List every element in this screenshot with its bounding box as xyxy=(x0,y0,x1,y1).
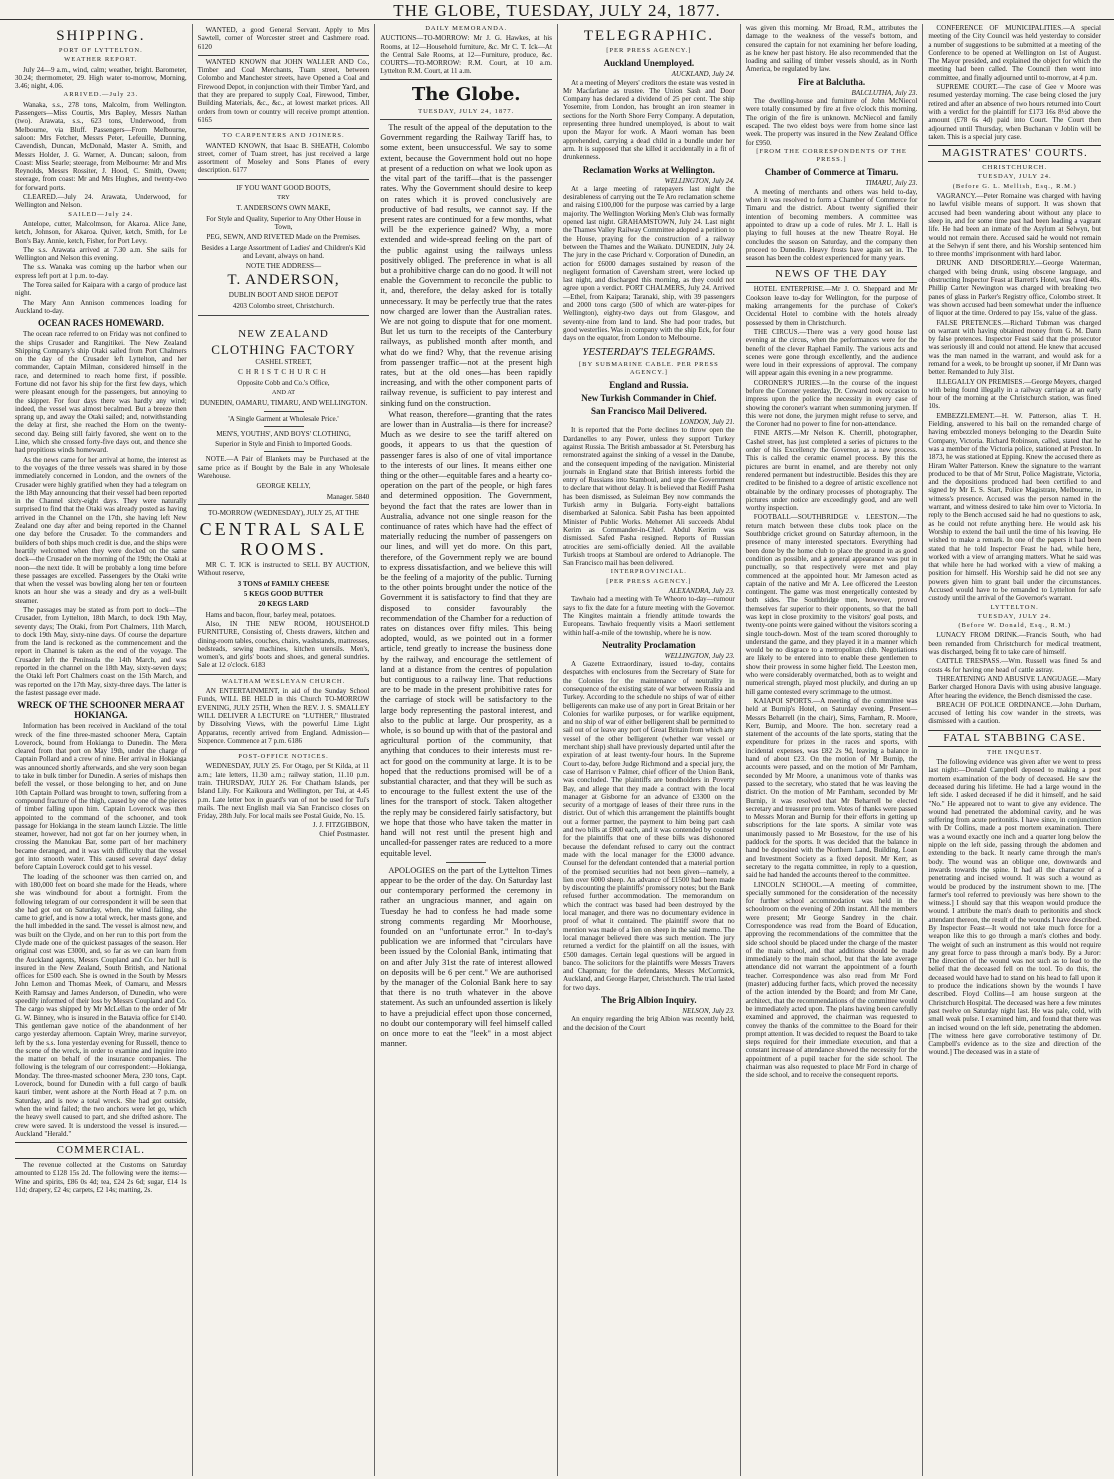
news-lincoln-school: LINCOLN SCHOOL.—A meeting of committee, specially summoned for the consideration of the necessity for further school accommodation was held in the schoolroom on the evening of 20th instant. All the members were present; Mr George Sandrey in the chair. Correspondence was read from the Board of Education, approving the recommendations of the committee that the side school should be placed under the charge of the master of the main school, and that additions should be made immediately to the main school, but that the late average attendance did not warrant the appointment of a fourth teacher. Correspondence was also read from Mr Ford (master) adducing further facts, which proved the necessity of the action intended by the Board; and from Mr Cane, architect, that the recommendations of the committee would be immediately acted upon. The plans having been carefully examined and approved, the chairman was requested to convey the thanks of the committee to the Board for their prompt attention. It was decided to request the Board to take steps required for their immediate execution, and that a constant increase of attendance showed the necessity for the appointment of a pupil teacher for the side school. The chairman was also requested to place Mr Ford in charge of the side school, and to receive the consequent reports. xyxy=(745,880,918,1080)
wreck-p2: The loading of the schooner was then carried on, and with 180,000 feet on board she made for the Heads, where she was windbound for about a fortnight. From the following telegram of our correspondent it will be seen that she had got out on Saturday, when, the wind failing, she came to grief, and is now a total wreck, her masts gone, and the hull imbedded in the sand. The vessel is almost new, and was built on the Clyde, and on her run to this port from the Clyde made one of the quickest passages of the season. Her original cost was £3000, and, so far as we can learn from the Auckland agents, Messrs Coupland and Co. her hull is insured in the New Zealand, South British, and National offices for £500 each. She is owned in the South by Messrs John Lemon and Thomas Meek, of Oamaru, and Messrs Keith Ramsay and James Anderson, of Dunedin, who were speedily informed of their loss by Messrs Coupland and Co. The cargo was shipped by Mr McLellan to the order of Mr G. W. Binney, who is insured in the Batavia office for £140. This gentleman gave notice of the abandonment of her cargo yesterday afternoon. Captain Wrey, marine surveyor, left by the s.s. Iona yesterday evening for Russell, thence to the scene of the wreck, in order to examine and inquire into the matter on behalf of the insurance companies. The following is the telegram of our correspondent:—Hokianga, Monday. The three-masted schooner Mera, 230 tons, Capt. Loverock, bound for Dunedin with a full cargo of baulk kauri timber, went ashore at the North Head at 7 p.m. on Saturday, and is now a total wreck. She had got outside, when the wind failed; the two anchors were let go, which the heavy swell caused to part, and she drifted ashore. The crew were saved. It is understood the vessel is insured.—Auckland "Herald." xyxy=(15,872,187,1138)
news-of-the-day-heading: NEWS OF THE DAY xyxy=(746,266,918,283)
column-6 xyxy=(923,24,1106,1476)
memoranda-heading: DAILY MEMORANDA. xyxy=(425,25,508,32)
ad-line: For Style and Quality, Superior to Any Other House in Town, xyxy=(206,214,361,231)
divider xyxy=(264,411,304,412)
ad-text: WEDNESDAY, JULY 25. For Otago, per St Kilda, at 11 a.m.; late letters, 11.30 a.m.; railway station, 11.10 p.m. train. THURSDAY, JULY 26. For Chatham Islands, per Island Lily. For Kaikoura and Wellington, per Tui, at 4.45 p.m. Late letter box in guard's van of not be used for Tui's mails. The next English mail via San Francisco closes on Friday, 28th July. For local mails see Postal Guide, No. 15. xyxy=(197,762,370,821)
auckland-date: AUCKLAND, July 24. xyxy=(671,70,735,79)
ad-line: J. J. FITZGIBBON, xyxy=(312,821,370,830)
ad-text: NOTE.—A Pair of Blankets may be Purchased at the same price as if Bought by the Bale in any Wholesale Warehouse. xyxy=(197,455,370,480)
london-date: LONDON, July 21. xyxy=(679,418,735,427)
fire-text: The dwelling-house and furniture of John McNiecol were totally consumed by fire at five o'clock this morning. The origin of the fire is unknown. McNiecol and family escaped. The two eldest boys were from home since last week. The property was insured in the New Zealand Office for £950. xyxy=(745,97,918,147)
ad-clothing-factory xyxy=(198,316,370,505)
christchurch-date: TUESDAY, JULY 24. xyxy=(977,173,1052,181)
ad-line: Superior in Style and Finish to Imported Goods. xyxy=(215,440,352,449)
ad-line: T. ANDERSON'S OWN MAKE, xyxy=(236,204,331,213)
ad-line: 20 KEGS LARD xyxy=(258,600,309,609)
ad-general-servant xyxy=(198,24,370,56)
ad-name: T. ANDERSON, xyxy=(227,272,340,289)
shipping-note-4: The Mary Ann Annison commences loading for Auckland to-day. xyxy=(15,298,187,315)
neutrality-text: A Gazette Extraordinary, issued to-day, contains despatches with enclosures from the Secretary of State for the Colonies for the maintenance of neutrality in consequence of the existing state of war between Russia and Turkey. According to the schedule no ships of war of either belligerents can make use of any port in Great Britain or her Colonies for warlike purposes, or for warlike equipment, and no ship of war of either belligerent shall be permitted to sail out of or leave any port of Great Britain from which any vessel of the other belligerent (whether war vessel or merchant ship) shall have previously departed until after the expiration of at least twenty-four hours. In the Supreme Court to-day, before Judge Richmond and a special jury, the case of Harrison v Palmer, chief officer of the Union Bank, was concluded. The plaintiffs are bondholders in Poverty Bay, and allege that they made a contract with the local manager at Gisborne for an advance of £3300 on the security of a mortgage of leases of their three runs in the district. Out of which this arrangement the plaintiffs bought out a former partner, the payment to him being part cash and two bills at £800 each, and it was contended by counsel for the plaintiffs that one of these bills was dishonored because the defendant refused to carry out the contract made with the local manager for the £3000 advance. Counsel for the defendant contended that a material portion of the promised securities had not been given—namely, a lien over 6000 sheep. An advance of £1500 had been made by discounting the plaintiffs' promissory notes; but the Bank refused further accommodation. The memorandum on which the contract was based had been destroyed by the local manager, and there was no documentary evidence in proof of what it contained. The plaintiff swore that no mention was made of a lien on sheep in the said memo. The local manager believed there was such mention. The jury returned a verdict for the plaintiff on all the issues, with £500 damages. Certain legal questions will be argued in banco. The solicitors for the plaintiffs were Messrs Travers and Chapman; for the defendants, Messrs McCormick, Auckland, and George Harper, Christchurch. The trial lasted for two days. xyxy=(563,660,735,992)
lyttelton-before: (Before W. Donald, Esq., R.M.) xyxy=(958,622,1072,630)
ad-heading: TO CARPENTERS AND JOINERS. xyxy=(222,132,345,140)
ad-anderson-boots xyxy=(198,180,370,316)
news-football: FOOTBALL—SOUTHBRIDGE v. LEESTON.—The return match between these clubs took place on the Southbridge cricket ground on Saturday afternoon, in the presence of many interested spectators. Everything had been done by the home club to place the ground in as good condition as possible, and a general appearance was put in punctually, so that respectively were met and play commenced at the appointed hour. Mr Jameson acted as captain of the native and Mr A. Lee officered the Leeston contingent. The game was most energetically contested by both sides. The Southbridge men, however, proved themselves far superior to their opponents, so that the ball was kept in close proximity to the visitors' goal posts, and twenty-one points were gained without the visitors scoring a single touch-down. Most of the team scored thoroughly to understand the game, and they played it in a manner which would be no disgrace to a metropolitan club. Negotiations are likely to be entered into to enable these gentlemen to show their prowess in some higher field. The Leeston men, who were considerably overmatched, both as to weight and numerical strength, played most pluckily, and during an up hill game contested every scrimmage to the utmost. xyxy=(745,513,918,696)
ad-post-office xyxy=(198,750,370,841)
reclamation-date: WELLINGTON, July 24. xyxy=(664,176,735,185)
editorial-date: TUESDAY, JULY 24, 1877. xyxy=(418,107,515,115)
christchurch-before: (Before G. L. Mellish, Esq., R.M.) xyxy=(952,182,1077,190)
ad-carpenters xyxy=(198,129,370,179)
ad-line: AND AT xyxy=(271,388,296,396)
port-heading: PORT OF LYTTELTON. xyxy=(58,47,143,54)
ad-text: WANTED KNOWN that JOHN WALLER AND Co., Timber and Coal Merchants, Tuam street, between Colombo and Manchester streets, have Opened a Coal and Firewood Depot, in conjunction with their Timber Yard, and that they are prepared to supply Coal, Firewood, Timber, Building Materials, &c., &c., at lowest market prices. All orders from town or country will receive prompt attention. 6165 xyxy=(197,57,370,124)
ad-text: Hams and bacon, flour, barley meal, potatoes. xyxy=(205,610,336,619)
ad-line: PEG, SEWN, AND RIVETED Made on the Premises. xyxy=(206,233,361,242)
divider xyxy=(264,451,304,452)
auckland-heading: Auckland Unemployed. xyxy=(603,58,695,69)
ad-line: 'A Single Garment at Wholesale Price.' xyxy=(228,414,339,423)
ad-text: MR C. T. ICK is instructed to SELL BY AUCTION, Without reserve, xyxy=(197,561,370,578)
chamber-date: TIMARU, July 23. xyxy=(865,179,918,188)
columns xyxy=(10,24,1106,1476)
ad-central-sale-rooms xyxy=(198,505,370,675)
chamber-text: A meeting of merchants and others was held to-day, when it was resolved to form a Chamber of Commerce for Timaru and the district. About twenty signified their intention of becoming members. A committee was appointed to draw up a code of rules. Mr J. L. Hall is playing to full houses at the new Theatre Royal. He concludes the season on Saturday, and the company then proceed to Dunedin. Heavy frosts have again set in. The season has been the coldest experienced for many years. xyxy=(745,187,918,263)
mag-false-pretences: FALSE PRETENCES.—Richard Tubman was charged on warrant with having obtained money from G. M. Dann by false pretences. Inspector Feast said that the prosecutor was seriously ill and could not attend. He knew that accused was the man named in the warrant, and would ask for a remand for a week, to be brought up sooner, if Mr Dann was better. Remanded to July 31st. xyxy=(928,318,1102,377)
cleared-text: CLEARED.—July 24. Arawata, Underwood, for Wellington and Nelson. xyxy=(15,193,187,210)
news-fine-arts: FINE ARTS.—Mr Nelson K. Cherrill, photographer, Cashel street, has just completed a series of pictures to the order of his Excellency the Governor, as a new process. This is called the ceramic enamel process. By this the pictures are burnt in enamel, and are thereby not only rendered permanent but indestructible. Besides this they are credited to be finished to a degree of artistic excellence not obtainable by the ordinary processes of photography. The pictures under notice are exceedingly good, and are well worthy inspection. xyxy=(745,429,918,513)
ad-text: AN ENTERTAINMENT, in aid of the Sunday School Funds, WILL BE HELD in this Church TO-MORROW EVENING, JULY 25TH, When the REV. J. S. SMALLEY WILL DELIVER A LECTURE on "LUTHER," Illustrated by Dissolving Views, with the powerful Lime Light Apparatus, recently arrived from England. Admission—Sixpence. Commence at 7 p.m. 6186 xyxy=(197,687,370,745)
commercial-heading: COMMERCIAL. xyxy=(15,1142,187,1159)
alexandra-text: Tawhaio had a meeting with Te Wheoro to-day—rumour says to fix the date for a future meeting with the Governor. The Kingites maintain a friendly attitude towards the Europeans. Tawhaio frequently visits a Maori settlement within half-a-mile of the township, where he is now. xyxy=(563,595,735,637)
neutrality-date: WELLINGTON, July 23. xyxy=(664,651,735,660)
lytt-lunacy: LUNACY FROM DRINK.—Francis South, who had been remanded from Christchurch for medical treatment, was discharged, being fit to take care of himself. xyxy=(928,631,1102,657)
england-text: It is reported that the Porte declines to throw open the Dardanelles to any Power, unless they support Turkey against Russia. The British ambassador at St. Petersburg has remonstrated against the sinking of a vessel in the Danube, and the consequent impeding of the navigation. Ministerial journals in England state that British interests forbid the entry of Russians into Stamboul, and urge the Government to declare that without delay. It is believed that Rediff Pasha has been dismissed, as Suleiman Bey now commands the Turkish army in Bulgaria. Forty-eight battalions disembarked at Salonica. Sabit Pasha has been appointed Minister of Public Works. Mehemet Ali succeeds Abdul Kerim as Commander-in-Chief. Abdul Kerim was dismissed. Safed Pasha resigned. Reports of Russian atrocities are semi-officially denied. All the available Turkish troops at Stamboul are ordered to Adrianople. The San Francisco mail has been delivered. xyxy=(563,426,735,568)
commercial-text: The revenue collected at the Customs on Saturday amounted to £128 15s 2d. The following were the items:—Wine and spirits, £86 0s 4d; tea, £24 2s 6d; sugar, £14 1s 11d; drapery, £2 4s; carpets, £2 14s; matting, 2s. xyxy=(15,1161,187,1194)
chamber-heading: Chamber of Commerce at Timaru. xyxy=(764,167,899,178)
globe-title: The Globe. xyxy=(411,83,521,105)
auckland-text: At a meeting of Meyers' creditors the estate was vested in Mr Macfarlane as trustee. The Union Sash and Door Company has declared a dividend of 25 per cent. The ship Yosemite, from London, has brought an iron steamer in sections for the North Shore Ferry Company. A deputation, representing three hundred unemployed, is about to wait upon the Mayor for work. A Maori woman has been apprehended, carrying a dead child in a bundle under her arm. It is supposed that she killed it accidentally in a fit of drunkenness. xyxy=(563,78,735,162)
editorial-p2: What reason, therefore—granting that the rates are lower than in Australia—is there for increase? Much as we desire to see the tariff altered on goods, it appears to us that the question of passenger fares is also of one of vital importance to the interests of our lines. It means either one thing or the other—equitable fares and a hearty co-operation on the part of the people, or high fares and determined opposition. The Government, beyond the fact that the rates are lower than in Australia, advance not one single reason for the continuance of rates which have had the effect of materially reducing the number of passengers on our lines, and will yet do more. On this part, therefore, of the Government reply we are bound to express dissatisfaction, and we believe this will be the feeling of a majority of the public. Turning to the other points brought under the notice of the Government it is satisfactory to find that they are disposed to consider favourably the recommendation of the Chamber for a reduction of rates on distances over fifty miles. This being adopted, would, as we pointed out in a former article, tend greatly to increase the business done by the railway, and encourage the settlement of land at a distance from the centres of population but contiguous to a railway line. That reductions are to be made in the present prohibitive rates for the carriage of stock will be satisfactory to the large body representing the pastoral interest, and also to the public at large. Our prosperity, as a whole, is so bound up with that of the pastoral and agricultural portion of the community, that anything that conduces to their interests must re-act for good on the community at large. It is to be hoped that the reductions promised will be of a substantial character, and that they will be such as to encourage to the fullest extent the use of the lines for the transport of stock. Taken altogether the reply may be considered fairly satisfactory, but we hope that those who have taken the matter in hand will not rest until the present high and uncalled-for passenger rates are reduced to a more equitable level. xyxy=(380,409,553,858)
fire-date: BALCLUTHA, July 23. xyxy=(851,88,918,97)
lytt-cattle: CATTLE TRESPASS.—Wm. Russell was fined 5s and costs 4s for having one head of cattle astray. xyxy=(928,657,1102,674)
interprovincial-heading: INTERPROVINCIAL. xyxy=(610,568,687,576)
england-russia-heading: England and Russia. xyxy=(609,380,689,391)
ad-text: Also, IN THE NEW ROOM, HOUSEHOLD FURNITURE, Consisting of, Chests drawers, kitchen and dining-room tables, couches, chairs, washstands, mattresses, bedsteads, sewing machines, kitchen utensils. Men's, women's, and girls' boots and shoes, and general sundries. Sale at 12 o'clock. 6183 xyxy=(197,619,370,670)
brig-albion-date: NELSON, July 23. xyxy=(682,1006,735,1015)
turkish-commander-heading: New Turkish Commander in Chief. xyxy=(581,393,717,404)
submarine-cable-note: [BY SUBMARINE CABLE. PER PRESS AGENCY.] xyxy=(578,360,719,376)
shipping-heading: SHIPPING. xyxy=(56,28,146,44)
ad-line: CLOTHING FACTORY xyxy=(211,342,356,358)
telegraphic-heading: TELEGRAPHIC. xyxy=(583,28,714,44)
weather-heading: WEATHER REPORT. xyxy=(64,56,138,64)
ocean-races-p3: The passages may be stated as from port to dock—The Crusader, from Lyttelton, 18th March, to dock 19th May, seventy days; The Otaki, from Port Chalmers, 11th March, to dock 19th May, sixty-nine days. Of course the departure from the land is reckoned as the commencement and the report in Channel is taken as the end of the voyage. The Crusader left the Peninsula the 14th March, and was reported in the channel on the 18th May, sixty-seven days; the Otaki left Port Chalmers coast on the 15th March, and was reported on the 17th May, sixty-three days. The latter is the fastest passage ever made. xyxy=(15,606,187,697)
lyttelton-heading: LYTTELTON. xyxy=(990,603,1039,611)
column-4 xyxy=(558,24,741,1476)
yesterdays-telegrams-heading: YESTERDAY'S TELEGRAMS. xyxy=(582,345,716,358)
lytt-language: THREATENING AND ABUSIVE LANGUAGE.—Mary Barker charged Honora Davis with using abusive language. After hearing the evidence, the Bench dismissed the case. xyxy=(928,674,1102,700)
ad-line: TRY xyxy=(277,194,290,202)
sailed-text: Antelope, cutter, Malcolmson, for Akaroa. Alice Jane, ketch, Johnson, for Akaroa. Quiver, ketch, Smith, for Le Bon's Bay. Annie, ketch, Fisher, for Port Levy. xyxy=(15,219,187,245)
christchurch-heading: CHRISTCHURCH. xyxy=(982,164,1048,172)
ad-line: 4203 Colombo street, Christchurch. xyxy=(232,301,335,310)
mag-illegally-on-premises: ILLEGALLY ON PREMISES.—George Meyers, charged with being found illegally in a railway carriage at an early hour of the morning at the Christchurch station, was fined 10s. xyxy=(928,377,1102,411)
magistrates-courts-heading: MAGISTRATES' COURTS. xyxy=(928,145,1101,162)
ad-title: CENTRAL SALE ROOMS. xyxy=(199,519,368,560)
divider xyxy=(380,119,552,120)
memoranda-text: AUCTIONS—TO-MORROW: Mr J. G. Hawkes, at his Rooms, at 12—Household furniture, &c. Mr C. T. Ick—At the Central Sale Rooms, at 12—Furniture, produce, &c. COURTS—TO-MORROW: R.M. Court, at 10 a.m. Lyttelton R.M. Court, at 11 a.m. xyxy=(380,34,553,76)
fire-heading: Fire at Balclutha. xyxy=(797,76,866,87)
reclamation-text: At a large meeting of ratepayers last night the desirableness of carrying out the Te Aro reclamation scheme and raising £100,000 for the purpose was carried by a large majority. The Wellington Working Men's Club was formally opened last night. GRAHAMSTOWN, July 24. Last night the Thames Valley Railway Committee adopted a petition to the House, praying for the construction of a railway between the Thames and the Waikato. DUNEDIN, July 24. The jury in the case Prichard v. Corporation of Dunedin, an action for £6000 damages sustained by reason of the negligent formation of Caversham street, were locked up last night, and discharged this morning, as they could not agree upon a verdict. PORT CHALMERS, July 24. Arrived—Ethel, from Kaipara; Taranaki, ship, with 39 passengers and 2000 tons cargo (500 of which are water-pipes for Wellington), eighty-two days out from Glasgow, and seventy-nine from land to land. She had poor trades, but good westerlies. Was in company with the ship Eck, for four days on the equator, from London to Melbourne. xyxy=(563,184,735,343)
ad-line: TO-MORROW (WEDNESDAY), JULY 25, AT THE xyxy=(208,508,359,517)
neutrality-heading: Neutrality Proclamation xyxy=(602,639,696,650)
editorial-p3: APOLOGIES on the part of the Lyttelton Times appear to be the order of the day. On Saturday last our contemporary performed the ceremony in rather an ungracious manner, and again on Tuesday he had to confess he had made some strong comments regarding Mr Moorhouse, founded on an "unfortunate error." In to-day's publication we are informed that "circulars have been issued by the Colonial Bank, intimating that on and after July 31st the rate of interest allowed on deposits will be 6 per cent." We are authorised by the manager of the Colonial Bank here to say that there is no truth whatever in the above statement. As such an unfounded assertion is likely to have a prejudicial effect upon those concerned, no doubt our contemporary will feel himself called on once more to eat the "leek" in a most abject manner. xyxy=(380,865,553,1049)
mag-embezzlement: EMBEZZLEMENT.—H. W. Patterson, alias T. H. Fielding, answered to his bail on the remanded charge of having embezzled moneys belonging to the Deardin Suite Company, Victoria. Richard Robinson, called, stated that he was a member of the Victoria police, stationed at Preston. In 1873, he was stationed at Epping. Knew the accused there as Hiram Walter Patterson. Knew the signature to the warrant produced to be that of Mr Strut, Police Magistrate, Victoria, and the depositions produced had been certified to and signed by Mr E. S. Start, Police Magistrate, Melbourne, in witness's presence. Accused was the person named in the warrant, and witness desired to take him over to Victoria. In reply to the Bench accused said he had no questions to ask, as he could not refute anything here. He would ask his Worship to extend the bail until the time of his leaving. He wished to make a remark. In one of the papers it had been stated that he told Inspector Feast he had, while here, worked with a view of arranging matters. What he said was that while here he had worked with a view of making a position for himself. His Worship said he did not see any powers given him to grant bail under the circumstances. Accused would have to be remanded to Lyttelton for safe custody until the arrival of the Governor's warrant. xyxy=(928,411,1102,603)
column-3 xyxy=(375,24,558,1476)
ad-line: 3 TONS of FAMILY CHEESE xyxy=(237,579,330,588)
ad-heading: WALTHAM WESLEYAN CHURCH. xyxy=(221,677,346,685)
press-agency-note-2: [PER PRESS AGENCY.] xyxy=(606,577,692,585)
ad-waltham-wesleyan xyxy=(198,675,370,750)
divider xyxy=(380,79,552,80)
stabbing-text: The following evidence was given after we went to press last night:—Donald Campbell deposed to making a post mortem examination of the body of deceased. He saw the deceased during his lifetime. He had a large wound in the left side. I asked deceased if he did it himself, and he said "No." He appeared not to want to give any evidence. The wound had penetrated the abdominal cavity, and he was suffering from acute peritonitis. I have since, in conjunction with Dr Collins, made a post mortem examination. There was a wound exactly one inch and a quarter long below the nipple on the left side, passing through the abdomen and extending to the back. It nearly came through the man's body. The wound was an oblique one, downwards and inwards towards the spine. It had all the character of a penetrating and incised wound. It was such a wound as would be produced by the instrument shown to me. [The farmer's tool referred to previously was here shown to the witness.] I should say that this weapon would produce the wound. I attribute the man's death to peritonitis and shock attendant thereon, the result of the wounds I have described. By Inspector Feast—It would not take much force for a weapon like this to go through a man's clothes and body. The weight of such an instrument as this would not require any great force to pass through a man's body. By a Juror: The direction of the wound was not such as to lead to the belief that the deceased fell on the tool. To do this, the deceased would have had to stand on his head to fall upon it to produce the indications shown by the wounds I have described. Floyd Collins—I am house surgeon at the Christchurch Hospital. The deceased was here a few minutes past twelve on Saturday night last. He was pale, cold, with small weak pulse. I examined him, and found that there was an incised wound on the left side, penetrating the abdomen. [The witness here gave corroborative testimony of Dr. Campbell's evidence as to the size and direction of the wound.] The deceased was in a state of xyxy=(928,758,1102,1057)
ad-text: WANTED, a good General Servant. Apply to Mrs Sawtell, corner of Worcester street and Cashmere road. 6120 xyxy=(197,26,370,51)
ad-heading: POST-OFFICE NOTICES. xyxy=(238,753,329,761)
ad-line: CASHEL STREET, xyxy=(255,358,312,367)
ocean-races-heading: OCEAN RACES HOMEWARD. xyxy=(37,318,164,329)
column-5 xyxy=(741,24,924,1476)
ad-line: GEORGE KELLY, xyxy=(256,482,311,491)
wreck-p1: Information has been received in Auckland of the total wreck of the fine three-masted schooner Mera, Captain Loverock, bound from Hokianga to Dunedin. The Mera cleared from that port on May 19th, under the charge of Captain Pollard and a crew of nine. Her arrival in Hokianga was announced shortly afterwards, and she very soon began to take in bulk timber for Dunedin. A series of mishaps then befell the vessel, or those belonging to her, and on June 10th Captain Pollard was brought to town, suffering from a compound fracture of the thigh, caused by one of the pieces of timber falling upon him. Captain Loverock was then appointed to the command of the schooner, and took passage for Hokianga in the steam launch Lizzie. The little steamer, however, had not got far on her journey when, in crossing the Manukau Bar, some part of her machinery became deranged, and it was with difficulty that the vessel got into smooth water. This caused several days' delay before Captain Loverock could get to his vessel. xyxy=(15,722,187,872)
sailed-heading: SAILED—July 24. xyxy=(68,210,134,218)
ad-text: WANTED KNOWN, that Isaac B. SHEATH, Colombo street, corner of Tuam street, has just received a large assortment of Moseley and Sons Planes of every description. 6177 xyxy=(197,141,370,175)
brig-albion-heading: The Brig Albion Inquiry. xyxy=(601,994,697,1005)
mag-vagrancy: VAGRANCY.—Peter Romaine was charged with having no lawful visible means of support. It was shown that accused had been wandering about without any place to sleep in, and for some time past had been leading a vagrant life. He had been an inmate of the Asylum at Selwyn, but would not remain there. Accused said he would not remain at the Selwyn if sent there, and his Worship sentenced him to three months' imprisonment with hard labor. xyxy=(928,192,1102,259)
mag-drunk: DRUNK AND DISORDERLY.—George Waterman, charged with being drunk, using obscene language, and obstructing Inspector Feast at Barrett's Hotel, was fined 40s. Phillip Carter Newington was charged with breaking two panes of glass in Parker's Registry office, Colombo street. It was shown accused had been somewhat under the influence of liquor at the time. Ordered to pay 15s, value of the glass. xyxy=(928,259,1102,318)
ad-line: MEN'S, YOUTHS', AND BOYS' CLOTHING, xyxy=(216,429,351,438)
editorial-p1: The result of the appeal of the deputation to the Government regarding the Railway Tariff has, to some extent, been unsuccessful. We say to some extent, because the Government hold out no hope at present of a reduction on what we look upon as the vital part of the tariff—that is the passenger rates. Why the Government should desire to keep on rates which it is proved conclusively are productive of bad results, we cannot say. If the present rates are continued for a few months, what will be the experience gained? Why, a more extended and wide-spread feeling on the part of the public against using the railways unless positively obliged. The preference in what is all but a prohibitive charge can do no good. It will not enable the Government to reconcile the public to it, and, therefore, the delay asked for is totally unnecessary. It may be perfectly true that the rates now charged are lower than the Australian rates. We are not going to dispute that for one moment. But let us turn to the receipts of the Canterbury railways, as published month after month, and what do we find? Why, that the revenue arising from passenger traffic—not at the present high rates, but at the old ones—has been rapidly increasing, and with the other component parts of railway revenue, is sufficient to pay interest and sinking fund on the construction. xyxy=(380,123,553,408)
wreck-heading: WRECK OF THE SCHOONER MERA AT HOKIANGA. xyxy=(17,700,185,721)
news-circus: THE CIRCUS.—There was a very good house last evening at the circus, when the performances were for the benefit of the clever Raphael Family. The various acts and scenes were gone through excellently, and the audience were loud in their expressions of approval. The company will appear again this evening in a new programme. xyxy=(745,327,918,378)
ad-john-waller xyxy=(198,56,370,129)
ad-line: CHRISTCHURCH xyxy=(238,368,329,377)
ad-line: IF YOU WANT GOOD BOOTS, xyxy=(236,183,331,192)
news-coroners-juries: CORONER'S JURIES.—In the course of the inquest before the Coroner yesterday, Dr. Coward took occasion to impress upon the police the necessity in every case of showing the coroner's warrant when summoning jurymen. If this were not done, the jurymen might refuse to serve, and the Coroner had no power to fine for non-attendance. xyxy=(745,378,918,429)
ocean-races-p1: The ocean race referred to on Friday was not confined to the ships Crusader and Rangitikei. The New Zealand Shipping Company's ship Otaki sailed from Port Chalmers on the day of the Crusader left Lyttelton, and her commander, Captain Milman, considered himself in the race, and determined to reach home first, if possible. Fortune did not favor his ship for the first few days, which were pleasant enough for the passengers, but annoying to the skipper. For four days there was hardly any wind; indeed, the vessel was almost becalmed. But a breeze then sprang up, and away the Otaki sailed; and, notwithstanding the delay at first, she reached the Horn on the twenty-second day. Being still fairly favored, she went on to the Line, which she crossed forty-five days out, and thence she had propitious winds homeward. xyxy=(15,330,187,455)
ad-line: NEW ZEALAND xyxy=(238,328,329,341)
news-hotel: HOTEL ENTERPRISE.—Mr J. O. Sheppard and Mr Cookson leave to-day for Wellington, for the purpose of making arrangements for the purchase of Coker's Occidental Hotel to combine with the hotels already possessed by them in Christchurch. xyxy=(745,285,918,327)
brig-albion-text: An enquiry regarding the brig Albion was recently held, and the decision of the Court xyxy=(563,1015,735,1032)
ad-line: Manager. 5840 xyxy=(326,492,370,501)
arrived-heading: ARRIVED.—July 23. xyxy=(63,91,139,99)
news-kaiapoi-sports: KAIAPOI SPORTS.—A meeting of the committee was held at Burnip's Hotel, on Saturday evening. Present—Messrs Beharrell (in the chair), Sims, Farnham, R. Moore, Kerr, Burnip, and Moore. The hon. secretary read a statement of the accounts of the late sports, stating that the expenditure for prizes in the races and sports, with incidental expenses, was £82 2s 9d, leaving a balance in hand of about £23. On the motion of Mr Burnip, the accounts were passed, and on the motion of Mr Parnham, seconded by Mr Moore, a unanimous vote of thanks was passed to the secretary, who stated that he was leaving the district. On the motion of Mr Parnham, seconded by Mr Burnip, it was resolved that Mr Beharrell be elected secretary and treasurer pro tem. Votes of thanks were passed to Messrs Moran and Burnip for their efforts in getting up subscriptions for the late sports. A similar vote was unanimously passed to Mr Bosestow, for the use of his paddock for the sports. It was decided that the balance in hand be deposited with the Northern Land, Building, Loan and Investment Society as a fixed deposit. Mr Kerr, as secretary to the regatta committee, in reply to a question, said he had handed the accounts thereof to the committee. xyxy=(745,696,918,880)
alexandra-date: ALEXANDRA, July 23. xyxy=(668,587,735,596)
conference-municipalities: CONFERENCE OF MUNICIPALITIES.—A special meeting of the City Council was held yesterday to consider a number of suggestions to be submitted at a meeting of the Conference to be opened at Wellington on 1st of August. The Mayor presided, and explained the object for which the meeting had been called. The Council then went into committee, and finally adjourned until to-morrow, at 4 p.m. xyxy=(928,24,1102,82)
shipping-note-3: The Torea sailed for Kaipara with a cargo of produce last night. xyxy=(15,281,187,298)
correspondents-note: [FROM THE CORRESPONDENTS OF THE PRESS.] xyxy=(756,147,907,164)
masthead: THE GLOBE, TUESDAY, JULY 24, 1877. xyxy=(0,0,1114,20)
brig-albion-continued: was given this morning. Mr Broad, R.M., attributes the damage to the weakness of the vessel's bottom, and censured the captain for not examining her before loading, as he knew her past history. He also recommended that the loading and sailing of timber vessels should, as in North America, be regulated by law. xyxy=(745,24,918,74)
arrived-text: Wanaka, s.s., 278 tons, Malcolm, from Wellington. Passengers—Miss Courtis, Mrs Bapley, Messrs Nathan (two). Arawata, s.s., 623 tons, Underwood, from Melbourne, via Bluff. Passengers—From Melbourne, saloon: Mrs Fetcher, Messrs Peter, Lefeuille, Dunning, Cavendish, Duncan, McDonald, Master A. Smith, and Messrs Holder, J. G. Warner, A. Duncan; saloon, from Coast: Miss Searle; steerage, from Melbourne: Mr and Mrs Reynolds, Messrs Rossiter, J. Hood, C. Smith, Owen; steerage, from coast: Mr and Mrs Hughes, and twenty-two for forward ports. xyxy=(15,100,187,192)
divider xyxy=(264,426,304,427)
ad-line: Besides a Large Assortment of Ladies' and Children's Kid and Levant, always on hand. xyxy=(201,243,366,260)
column-1 xyxy=(10,24,193,1476)
ocean-races-p2: As the news came for her arrival at home, the interest as to the voyages of the three vessels was shared in by those immediately concerned in London, and the owners of the Crusader were highly gratified when they had a telegram on the 18th May announcing that their vessel had been reported in the Channel sixty-eight days. They were naturally surprised to find that the Otaki was already posted as having arrived in the Channel on the 17th, she having left New Zealand one day after and being reported in the Channel one day before the Crusader. To the commanders and builders of both ships much credit is due, and the ships were heartily welcomed when they were docked on the same dock—the Crusader on the morning of the 19th; the Otaki at noon—the next tide. It will be probably a long time before these passages are excelled. Passengers by the Otaki write that when the vessel was bowling along her ten or fourteen knots an hour she was a steady and dry as a well-built steamer. xyxy=(15,455,187,605)
weather-report: July 24—9 a.m., wind, calm; weather, bright. Barometer, 30.24; thermometer, 29. High water to-morrow, Morning, 3.46; night, 4.06. xyxy=(15,65,187,91)
supreme-court: SUPREME COURT.—The case of Gee v Moore was resumed yesterday morning. The case being closed the jury retired and after an absence of two hours returned into Court with a verdict for the plaintiff for £173 16s 8½d above the amount (£78 6s 4d) paid into Court. The Court then adjourned until Thursday, when Buchanan v Joblin will be taken. This is a special jury case. xyxy=(928,83,1102,141)
lyttelton-date: TUESDAY, JULY 24. xyxy=(977,612,1052,620)
ad-line: 5 KEGS GOOD BUTTER xyxy=(243,590,324,599)
ad-line: Chief Postmaster. xyxy=(319,829,370,838)
ad-line: DUBLIN BOOT AND SHOE DEPOT xyxy=(228,291,339,300)
lytt-police-ordinance: BREACH OF POLICE ORDINANCE.—John Durham, accused of letting his cow wander in the streets, was dismissed with a caution. xyxy=(928,700,1102,726)
shipping-note-2: The s.s. Wanaka was coming up the harbor when our express left port at 1 p.m. to-day. xyxy=(15,263,187,280)
divider xyxy=(446,862,486,863)
fatal-stabbing-heading: FATAL STABBING CASE. xyxy=(928,730,1101,747)
ad-line: Opposite Cobb and Co.'s Office, xyxy=(237,378,330,387)
ad-line: DUNEDIN, OAMARU, TIMARU, AND WELLINGTON. xyxy=(199,399,368,408)
press-agency-note: [PER PRESS AGENCY.] xyxy=(606,47,692,54)
reclamation-heading: Reclamation Works at Wellington. xyxy=(582,164,715,175)
inquest-heading: THE INQUEST. xyxy=(987,748,1043,756)
column-2 xyxy=(193,24,376,1476)
ad-line: NOTE THE ADDRESS— xyxy=(245,262,322,271)
sf-mail-heading: San Francisco Mail Delivered. xyxy=(590,406,707,417)
shipping-note-1: The s.s. Arawata arrived at 7.30 a.m. She sails for Wellington and Nelson this evening. xyxy=(15,245,187,263)
